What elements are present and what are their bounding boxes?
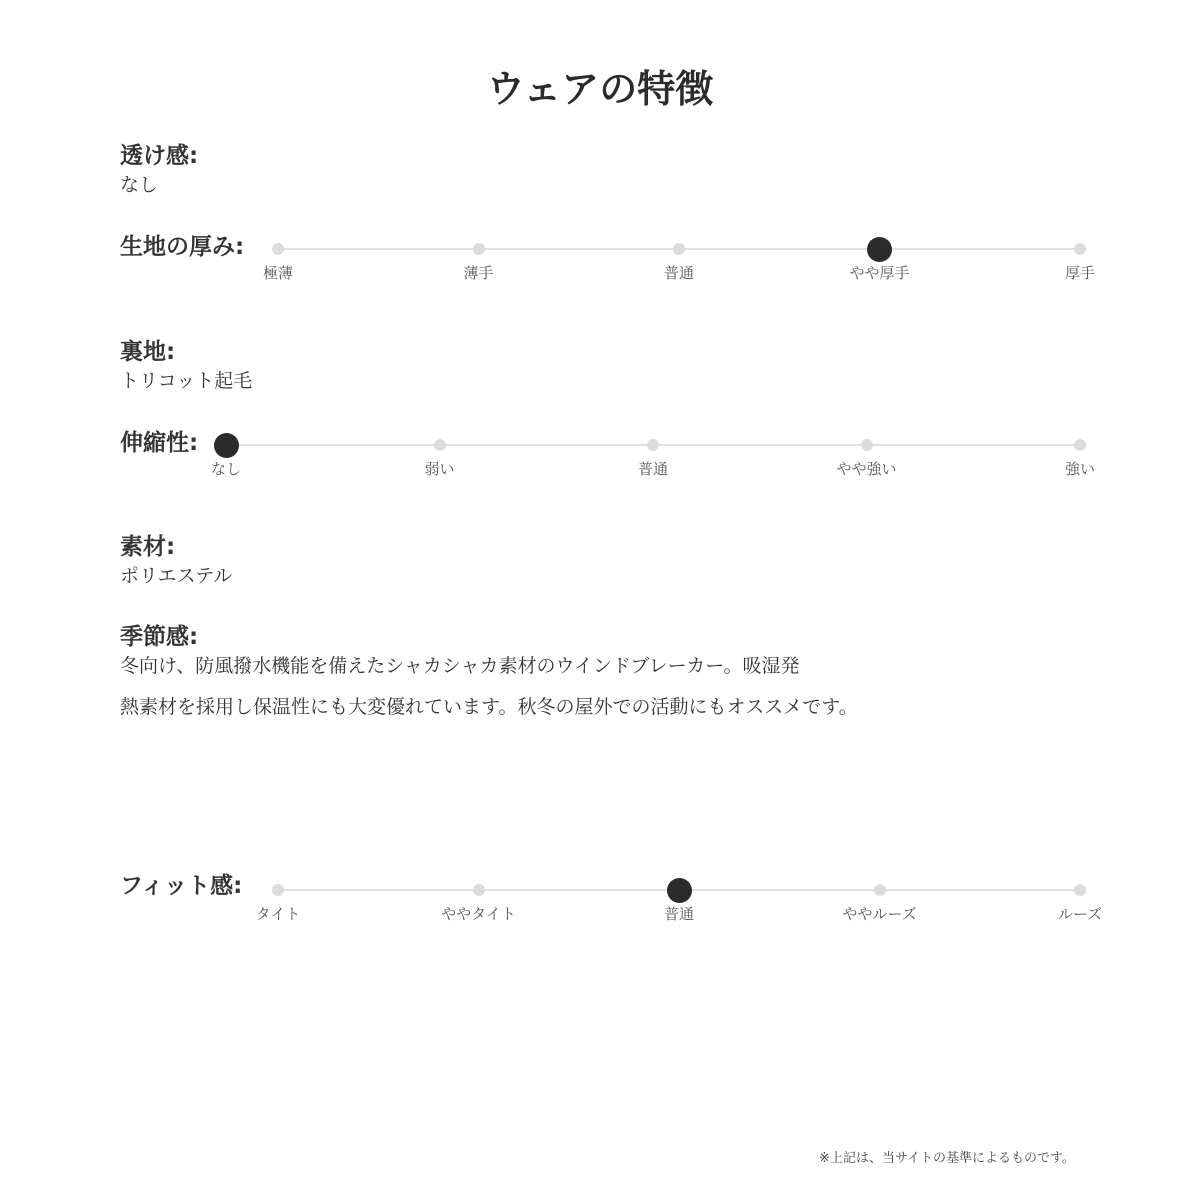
thickness-scale xyxy=(262,249,1096,289)
stretch-scale xyxy=(210,445,1096,485)
lining-value: トリコット起毛 xyxy=(120,370,253,392)
season-label: 季節感: xyxy=(120,624,199,650)
thickness-label: 生地の厚み: xyxy=(120,234,245,260)
fit-option-label: ややルーズ xyxy=(842,905,917,923)
transparency-label: 透け感: xyxy=(120,143,199,169)
fit-scale xyxy=(255,890,1103,930)
stretch-option-label: 強い xyxy=(1064,460,1096,478)
fit-option-label: 普通 xyxy=(663,905,695,923)
season-line-1: 冬向け、防風撥水機能を備えたシャカシャカ素材のウインドブレーカー。吸湿発 xyxy=(120,655,800,677)
stretch-dot xyxy=(861,439,873,451)
fit-option-label: ややタイト xyxy=(441,905,516,923)
fit-selected-dot xyxy=(667,878,692,903)
thickness-selected-dot xyxy=(867,237,892,262)
thickness-option-label: 薄手 xyxy=(463,264,494,282)
stretch-option-label: なし xyxy=(210,460,242,478)
stretch-dot xyxy=(647,439,659,451)
fit-dot xyxy=(874,884,886,896)
stretch-dot xyxy=(1074,439,1086,451)
footnote: ※上記は、当サイトの基準によるものです。 xyxy=(819,1151,1075,1166)
thickness-dot xyxy=(673,243,685,255)
thickness-option-label: 極薄 xyxy=(262,264,294,282)
page-title: ウェアの特徴 xyxy=(486,67,714,111)
fit-dot xyxy=(1074,884,1086,896)
stretch-option-label: 普通 xyxy=(637,460,669,478)
thickness-dot xyxy=(473,243,485,255)
lining-label: 裏地: xyxy=(120,339,176,365)
stretch-option-label: やや強い xyxy=(836,460,897,478)
stretch-option-label: 弱い xyxy=(424,460,455,478)
thickness-option-label: やや厚手 xyxy=(849,264,910,282)
thickness-option-label: 普通 xyxy=(663,264,695,282)
fit-dot xyxy=(473,884,485,896)
stretch-selected-dot xyxy=(214,433,239,458)
material-value: ポリエステル xyxy=(120,565,233,587)
thickness-dot xyxy=(1074,243,1086,255)
fit-option-label: ルーズ xyxy=(1057,905,1103,923)
material-label: 素材: xyxy=(120,534,176,560)
fit-option-label: タイト xyxy=(255,905,301,923)
stretch-label: 伸縮性: xyxy=(120,430,199,456)
thickness-dot xyxy=(272,243,284,255)
season-line-2: 熱素材を採用し保温性にも大変優れています。秋冬の屋外での活動にもオススメです。 xyxy=(120,696,858,718)
fit-dot xyxy=(272,884,284,896)
stretch-dot xyxy=(434,439,446,451)
thickness-option-label: 厚手 xyxy=(1064,264,1096,282)
transparency-value: なし xyxy=(120,174,159,196)
fit-label: フィット感: xyxy=(120,873,243,899)
